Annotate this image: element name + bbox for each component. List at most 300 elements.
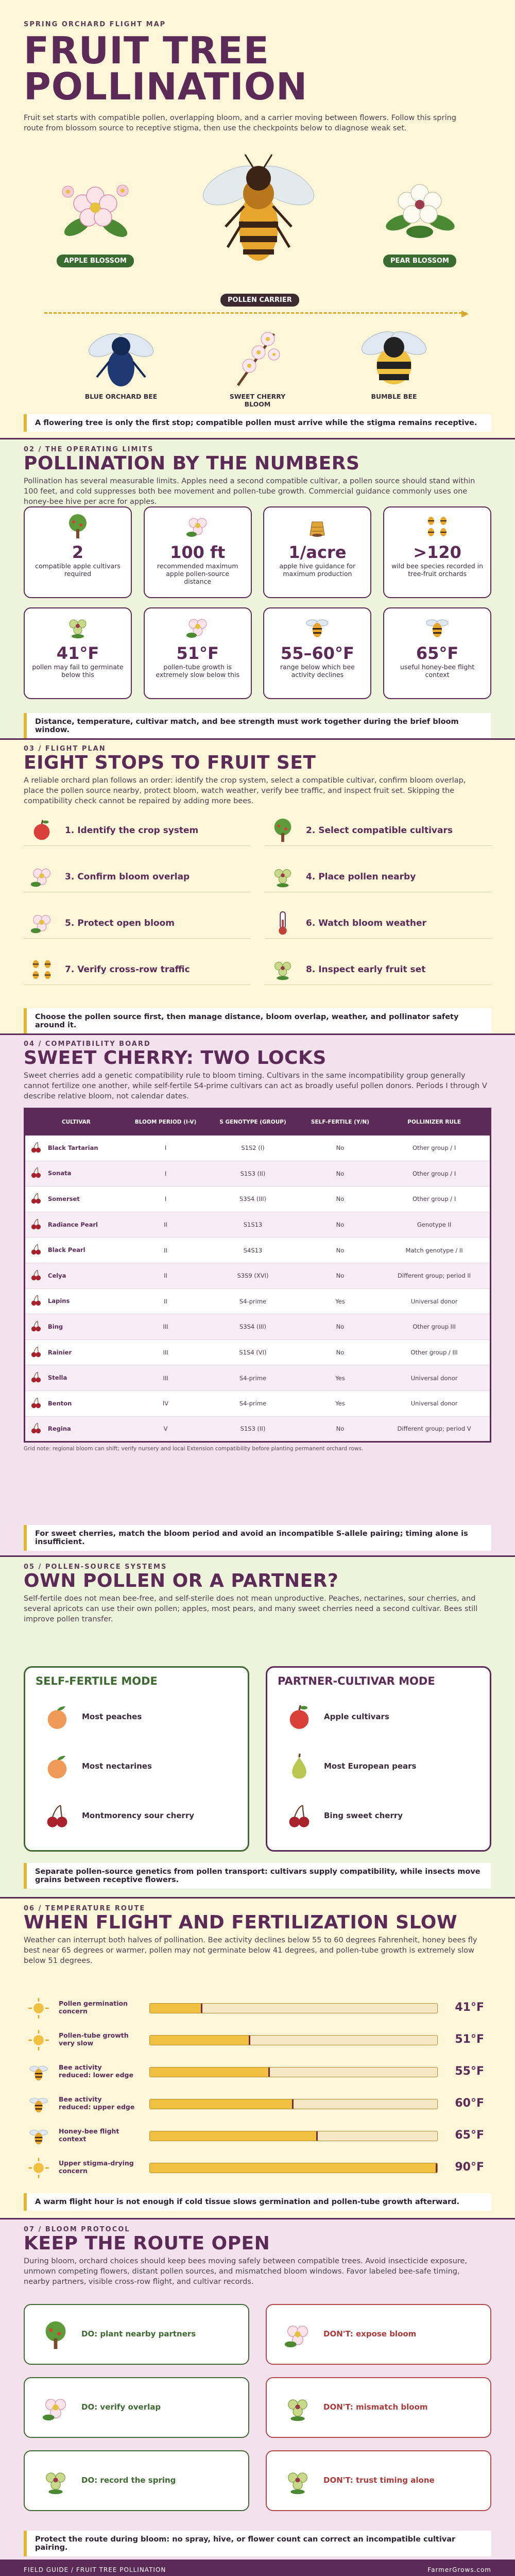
bees-icon [28, 955, 56, 985]
cell-text: Yes [335, 1400, 345, 1408]
table-cell [127, 1136, 204, 1161]
table-header-cell: POLLINIZER RULE [379, 1109, 490, 1136]
table-cell [127, 1187, 204, 1212]
honey-bee-icon [192, 149, 325, 273]
stat-value: 51°F [176, 643, 219, 663]
hive-icon [264, 512, 370, 543]
cell-text: III [163, 1349, 168, 1357]
hero-title-line2: POLLINATION [24, 65, 308, 108]
table-header-cell: CULTIVAR [25, 1109, 127, 1136]
temperature-marker [316, 2131, 318, 2141]
stat-value: 65°F [416, 643, 459, 663]
temperature-section [0, 1899, 515, 2218]
cell-text: Yes [335, 1374, 345, 1382]
apple-blossom-label: APPLE BLOSSOM [57, 255, 134, 267]
stat-card [263, 506, 371, 598]
tree-icon [269, 816, 297, 846]
self-fertile-title: SELF-FERTILE MODE [36, 1675, 158, 1687]
table-cell [302, 1391, 379, 1416]
table-row [25, 1212, 491, 1238]
cell-text: Other group / I [412, 1170, 456, 1177]
stats-title: POLLINATION BY THE NUMBERS [24, 453, 360, 474]
cell-text: III [163, 1323, 168, 1331]
table-cell [25, 1238, 127, 1263]
cell-text: S1S13 [243, 1221, 263, 1229]
footer-left: FIELD GUIDE / FRUIT TREE POLLINATION [24, 2566, 166, 2573]
table-cell [204, 1238, 301, 1263]
stop-item [265, 815, 491, 846]
cell-text: I [164, 1170, 167, 1177]
cell-text: S4S13 [243, 1246, 263, 1254]
cherry-section [0, 1035, 515, 1555]
blossom-icon [281, 2318, 314, 2353]
cherry-icon [28, 1165, 44, 1182]
table-cell [379, 1289, 490, 1314]
temperature-bar [149, 2035, 438, 2045]
mode-callout: Separate pollen-source genetics from pollen transport: cultivars supply compatibility, while insects move grains between receptive flowers. [24, 1863, 491, 1889]
protocol-text: DO: verify overlap [81, 2402, 161, 2412]
table-cell [379, 1238, 490, 1263]
cell-text: Genotype II [417, 1221, 452, 1229]
mode-item: Most peaches [82, 1712, 142, 1721]
blue-orchard-bee-caption: BLUE ORCHARD BEE [84, 393, 158, 400]
thermo-icon [269, 909, 297, 939]
cell-text: S3S9 (XVI) [237, 1272, 269, 1280]
pear-blossom-figure [381, 170, 458, 267]
cherry-callout: For sweet cherries, match the bloom period and avoid an incompatible S-allele pairing; timing alone is insufficient. [24, 1525, 491, 1551]
cell-text: Other group / III [410, 1349, 458, 1357]
flight-path-line [44, 312, 467, 314]
cell-text: S4-prime [239, 1374, 267, 1382]
apple-icon [283, 1701, 316, 1736]
table-cell [25, 1416, 127, 1442]
cultivar-name: Regina [48, 1425, 71, 1432]
cell-text: Universal donor [410, 1297, 458, 1305]
temperature-row [24, 2122, 491, 2150]
cherry-icon [28, 1140, 44, 1157]
table-cell [25, 1289, 127, 1314]
cell-text: No [336, 1221, 345, 1229]
table-header-cell: BLOOM PERIOD (I-V) [127, 1109, 204, 1136]
hero-callout: A flowering tree is only the first stop; compatible pollen must arrive while the stigma remains receptive. [24, 414, 491, 432]
mode-body: Self-fertile does not mean bee-free, and self-sterile does not mean unproductive. Peaches, nectarines, sour cherries, and several apricots can use their own pollen; apples, most pears, and many sweet cherries need a second cultivar. Bees still improve pollen transfer. [24, 1595, 478, 1623]
apple-icon [28, 816, 56, 846]
flower-icon [25, 613, 131, 643]
table-cell [204, 1340, 301, 1365]
cherry-icon [41, 1800, 74, 1835]
cell-text: S1S2 (I) [241, 1144, 265, 1152]
cell-text: II [164, 1246, 167, 1254]
stat-card [24, 607, 132, 699]
cell-text: No [336, 1272, 345, 1280]
temperature-bar [149, 2131, 438, 2141]
bumble-bee-caption: BUMBLE BEE [371, 393, 417, 400]
stop-label: 1. Identify the crop system [65, 825, 199, 836]
temperature-marker [436, 2163, 437, 2173]
temperature-value: 60°F [455, 2097, 484, 2110]
protocol-text: DON'T: mismatch bloom [323, 2402, 428, 2412]
cell-text: I [164, 1144, 167, 1152]
stop-item [265, 908, 491, 939]
table-row [25, 1391, 491, 1416]
table-cell [204, 1416, 301, 1442]
mode-item: Montmorency sour cherry [82, 1811, 195, 1820]
table-header-cell: S GENOTYPE (GROUP) [204, 1109, 301, 1136]
cell-text: No [336, 1349, 345, 1357]
stat-label: range below which bee activity declines [280, 663, 355, 679]
cherry-body: Sweet cherries add a genetic compatibility rule to bloom timing. Cultivars in the same incompatibility group generally cannot fertilize one another, while self-fertile S4-prime cultivars can act as broadly useful pollen donors. Periods I through V describe relative bloom, not calendar dates. [24, 1072, 487, 1100]
table-cell [204, 1263, 301, 1289]
table-cell [25, 1187, 127, 1212]
stops-section [0, 740, 515, 1033]
table-cell [127, 1238, 204, 1263]
stop-item [265, 861, 491, 892]
stats-section [0, 439, 515, 738]
temperature-row [24, 1994, 491, 2022]
table-cell [127, 1340, 204, 1365]
cherry-blossom-icon [222, 324, 293, 391]
stat-card [24, 506, 132, 598]
table-cell [302, 1187, 379, 1212]
cultivar-name: Sonata [48, 1170, 72, 1177]
temperature-marker [201, 2004, 202, 2013]
cell-text: S1S3 (II) [240, 1170, 266, 1177]
cherry-kicker: 04 / COMPATIBILITY BOARD [24, 1040, 151, 1048]
do-card [24, 2304, 249, 2365]
cell-text: Other group III [413, 1323, 456, 1331]
temp-body: Weather can interrupt both halves of pollination. Bee activity declines below 55 to 60 degrees Fahrenheit, honey bees fly best near 65 degrees or warmer, pollen may not germinate below 41 degrees, and pollen-tube growth is extremely slow below 51 degrees. [24, 1936, 477, 1965]
protocol-section [0, 2219, 515, 2560]
cell-text: II [164, 1272, 167, 1280]
table-cell [25, 1212, 127, 1238]
table-cell [302, 1416, 379, 1442]
table-cell [127, 1365, 204, 1391]
protocol-text: DO: plant nearby partners [81, 2329, 196, 2338]
bumble-bee-figure [355, 324, 433, 400]
pollen-carrier-label: POLLEN CARRIER [220, 294, 299, 307]
bee-icon [27, 2124, 50, 2150]
protocol-text: DON'T: trust timing alone [323, 2476, 435, 2485]
stat-label: useful honey-bee flight context [400, 663, 475, 679]
bee-icon [264, 613, 370, 643]
flower-icon [281, 2392, 314, 2427]
temp-title: WHEN FLIGHT AND FERTILIZATION SLOW [24, 1912, 458, 1933]
temperature-bar-fill [150, 2099, 294, 2109]
temperature-bar-fill [150, 2067, 270, 2077]
stop-label: 7. Verify cross-row traffic [65, 964, 190, 975]
cherry-icon [28, 1216, 44, 1233]
dont-card [266, 2304, 491, 2365]
cultivar-name: Bing [48, 1323, 63, 1330]
dont-card [266, 2450, 491, 2511]
partner-cultivar-title: PARTNER-CULTIVAR MODE [278, 1675, 435, 1687]
cell-text: III [163, 1374, 168, 1382]
cell-text: V [163, 1425, 168, 1433]
stops-title: EIGHT STOPS TO FRUIT SET [24, 752, 316, 773]
table-cell [204, 1391, 301, 1416]
footer [0, 2560, 515, 2576]
stop-item [24, 861, 250, 892]
temperature-marker [268, 2067, 270, 2077]
stop-item [24, 815, 250, 846]
cell-text: No [336, 1170, 345, 1177]
cell-text: Match genotype / II [405, 1246, 463, 1254]
stop-label: 3. Confirm bloom overlap [65, 872, 190, 882]
table-cell [379, 1416, 490, 1442]
stat-value: 1/acre [288, 543, 347, 562]
table-cell [127, 1161, 204, 1187]
temperature-row [24, 2154, 491, 2182]
cell-text: Other group / I [412, 1195, 456, 1203]
cell-text: Other group / I [412, 1144, 456, 1152]
cherry-icon [28, 1191, 44, 1208]
cell-text: Yes [335, 1297, 345, 1305]
table-cell [204, 1136, 301, 1161]
temperature-bar [149, 2163, 438, 2173]
blue-orchard-bee-icon [82, 324, 160, 391]
cell-text: Universal donor [410, 1400, 458, 1408]
table-cell [25, 1136, 127, 1161]
cultivar-name: Lapins [48, 1297, 70, 1305]
cell-text: S1S3 (II) [240, 1425, 266, 1433]
stop-label: 4. Place pollen nearby [306, 872, 416, 882]
pear-icon [283, 1750, 316, 1785]
temperature-label: Bee activity reduced: lower edge [59, 2063, 133, 2079]
blossom-icon [39, 2392, 72, 2427]
tree-icon [39, 2318, 72, 2353]
stops-callout: Choose the pollen source first, then manage distance, bloom overlap, weather, and pollinator safety around it. [24, 1008, 491, 1033]
temperature-marker [249, 2036, 250, 2045]
table-cell [302, 1136, 379, 1161]
table-row [25, 1314, 491, 1340]
pollen-carrier-figure [192, 149, 325, 275]
table-cell [127, 1263, 204, 1289]
table-note: Grid note: regional bloom can shift; verify nursery and local Extension compatibility before planting permanent orchard rows. [24, 1446, 364, 1452]
table-cell [379, 1340, 490, 1365]
flower-icon [269, 955, 297, 985]
table-cell [204, 1314, 301, 1340]
cell-text: No [336, 1195, 345, 1203]
mode-kicker: 05 / POLLEN-SOURCE SYSTEMS [24, 1563, 167, 1571]
temperature-row [24, 2026, 491, 2054]
temperature-bar-fill [150, 2163, 437, 2173]
footer-link[interactable]: FarmerGrows.com [427, 2566, 491, 2573]
sun-icon [27, 2156, 50, 2182]
table-cell [204, 1289, 301, 1314]
blossom-icon [145, 613, 251, 643]
hero-intro: Fruit set starts with compatible pollen, overlapping bloom, and a carrier moving between flowers. Follow this spring route from blossom source to receptive stigma, then use the checkpoints below to diagnose weak set. [24, 114, 457, 132]
stop-item [265, 954, 491, 985]
flower-icon [39, 2465, 72, 2500]
table-cell [379, 1187, 490, 1212]
blossom-icon [28, 909, 56, 939]
table-cell [25, 1340, 127, 1365]
temperature-row [24, 2058, 491, 2086]
do-card [24, 2450, 249, 2511]
cell-text: No [336, 1323, 345, 1331]
cultivar-name: Rainier [48, 1348, 72, 1356]
temperature-value: 55°F [455, 2065, 484, 2078]
hero-section [0, 0, 515, 438]
cell-text: S3S4 (III) [239, 1323, 266, 1331]
table-row [25, 1416, 491, 1442]
protocol-text: DON'T: expose bloom [323, 2329, 417, 2338]
cherry-compatibility-table [24, 1108, 491, 1443]
bumble-bee-icon [355, 324, 433, 391]
sweet-cherry-bloom-caption: SWEET CHERRY BLOOM [229, 393, 286, 408]
sun-icon [27, 1996, 50, 2022]
cell-text: II [164, 1297, 167, 1305]
cherry-icon [283, 1800, 316, 1835]
bee-icon [27, 2060, 50, 2086]
table-cell [302, 1314, 379, 1340]
table-cell [379, 1391, 490, 1416]
stat-label: apple hive guidance for maximum production [279, 562, 356, 578]
proto-body: During bloom, orchard choices should keep bees moving safely between compatible trees. Avoid insecticide exposure, unmown competing flowers, distant pollen sources, and mismatched bloom windows. Favor labeled bee-safe timing, nearby partners, visible cross-row flight, and cultivar records. [24, 2257, 468, 2286]
proto-callout: Protect the route during bloom: no spray, hive, or flower count can correct an incompatible cultivar pairing. [24, 2531, 491, 2556]
cell-text: S4-prime [239, 1297, 267, 1305]
temperature-label: Upper stigma-drying concern [59, 2159, 134, 2175]
proto-kicker: 07 / BLOOM PROTOCOL [24, 2226, 130, 2233]
cherry-icon [28, 1369, 44, 1386]
stat-card [144, 607, 252, 699]
bee-icon [27, 2092, 50, 2118]
table-cell [302, 1212, 379, 1238]
table-cell [204, 1161, 301, 1187]
flower-icon [269, 862, 297, 892]
temperature-bar-fill [150, 2004, 202, 2013]
table-row [25, 1238, 491, 1263]
stat-label: wild bee species recorded in tree-fruit orchards [391, 562, 484, 578]
table-cell [127, 1212, 204, 1238]
stop-item [24, 908, 250, 939]
table-cell [204, 1212, 301, 1238]
table-header-cell: SELF-FERTILE (Y/N) [302, 1109, 379, 1136]
cell-text: Different group; period II [398, 1272, 471, 1280]
temperature-label: Bee activity reduced: upper edge [59, 2095, 135, 2111]
cell-text: S4-prime [239, 1400, 267, 1408]
table-header-row [25, 1109, 491, 1136]
sun-icon [27, 2028, 50, 2054]
mode-item: Most European pears [324, 1761, 417, 1771]
stats-kicker: 02 / THE OPERATING LIMITS [24, 446, 154, 453]
stat-label: recommended maximum apple pollen-source distance [157, 562, 238, 585]
cherry-icon [28, 1344, 44, 1361]
temperature-marker [292, 2099, 294, 2109]
hero-kicker: SPRING ORCHARD FLIGHT MAP [24, 21, 166, 28]
blue-orchard-bee-figure [82, 324, 160, 400]
temp-callout: A warm flight hour is not enough if cold tissue slows germination and pollen-tube growth afterward. [24, 2193, 491, 2211]
table-cell [25, 1365, 127, 1391]
table-cell [379, 1161, 490, 1187]
table-cell [302, 1263, 379, 1289]
cultivar-name: Black Tartarian [48, 1144, 98, 1151]
stops-body: A reliable orchard plan follows an order: identify the crop system, select a compatible cultivar, confirm bloom overlap, place the pollen source nearby, protect bloom, watch weather, verify bee traffic, and inspect fruit set. Skipping the compatibility check cannot be repaired by adding more bees. [24, 776, 466, 805]
bees-icon [384, 512, 490, 543]
temperature-bar [149, 2067, 438, 2077]
temperature-label: Pollen germination concern [59, 1999, 128, 2015]
table-row [25, 1136, 491, 1161]
table-cell [379, 1212, 490, 1238]
temperature-row [24, 2090, 491, 2118]
temperature-bar-fill [150, 2131, 318, 2141]
cultivar-name: Radiance Pearl [48, 1221, 98, 1228]
do-card [24, 2377, 249, 2438]
temperature-value: 51°F [455, 2033, 484, 2046]
stop-label: 8. Inspect early fruit set [306, 964, 426, 975]
temperature-value: 65°F [455, 2129, 484, 2142]
table-cell [302, 1238, 379, 1263]
pear-blossom-label: PEAR BLOSSOM [383, 255, 456, 267]
table-cell [204, 1187, 301, 1212]
stop-item [24, 954, 250, 985]
table-row [25, 1340, 491, 1365]
table-cell [204, 1365, 301, 1391]
temperature-label: Pollen-tube growth very slow [59, 2031, 129, 2047]
tree-icon [25, 512, 131, 543]
mode-section [0, 1557, 515, 1897]
table-cell [25, 1314, 127, 1340]
cell-text: I [164, 1195, 167, 1203]
table-cell [379, 1136, 490, 1161]
cell-text: No [336, 1246, 345, 1254]
proto-title: KEEP THE ROUTE OPEN [24, 2233, 270, 2254]
table-cell [127, 1314, 204, 1340]
temperature-label: Honey-bee flight context [59, 2127, 119, 2143]
table-cell [302, 1340, 379, 1365]
table-cell [302, 1365, 379, 1391]
stat-label: pollen may fail to germinate below this [32, 663, 124, 679]
table-cell [127, 1416, 204, 1442]
stop-label: 5. Protect open bloom [65, 918, 175, 928]
table-cell [302, 1289, 379, 1314]
table-row [25, 1161, 491, 1187]
stops-kicker: 03 / FLIGHT PLAN [24, 745, 106, 753]
cultivar-name: Somerset [48, 1195, 80, 1202]
stat-label: pollen-tube growth is extremely slow below this [156, 663, 239, 679]
stat-card [263, 607, 371, 699]
temp-kicker: 06 / TEMPERATURE ROUTE [24, 1905, 146, 1912]
mode-title: OWN POLLEN OR A PARTNER? [24, 1570, 339, 1591]
cherry-title: SWEET CHERRY: TWO LOCKS [24, 1047, 327, 1069]
cherry-icon [28, 1293, 44, 1310]
stat-value: >120 [413, 543, 461, 562]
cell-text: S1S4 (VI) [239, 1349, 267, 1357]
table-cell [379, 1314, 490, 1340]
cultivar-name: Celya [48, 1272, 66, 1279]
cell-text: No [336, 1144, 345, 1152]
table-cell [127, 1289, 204, 1314]
peach-icon [41, 1701, 74, 1736]
flower-icon [281, 2465, 314, 2500]
stop-label: 6. Watch bloom weather [306, 918, 426, 928]
blossom-icon [28, 862, 56, 892]
temperature-bar [149, 2099, 438, 2109]
temperature-value: 90°F [455, 2161, 484, 2174]
partner-cultivar-panel [266, 1666, 491, 1852]
hero-title-line1: FRUIT TREE [24, 29, 269, 72]
stats-body: Pollination has several measurable limits. Apples need a second compatible cultivar, a pollen source should stand within 100 feet, and cold suppresses both bee movement and pollen-tube growth. Commercial guidance commonly uses one honey-bee hive per acre for apples. [24, 477, 475, 506]
pear-blossom-icon [381, 170, 458, 247]
stop-label: 2. Select compatible cultivars [306, 825, 453, 836]
dont-card [266, 2377, 491, 2438]
cultivar-name: Benton [48, 1399, 72, 1407]
stat-value: 2 [72, 543, 84, 562]
cultivar-name: Black Pearl [48, 1246, 85, 1254]
stat-label: compatible apple cultivars required [35, 562, 121, 578]
blossom-icon [145, 512, 251, 543]
stat-value: 41°F [56, 643, 99, 663]
